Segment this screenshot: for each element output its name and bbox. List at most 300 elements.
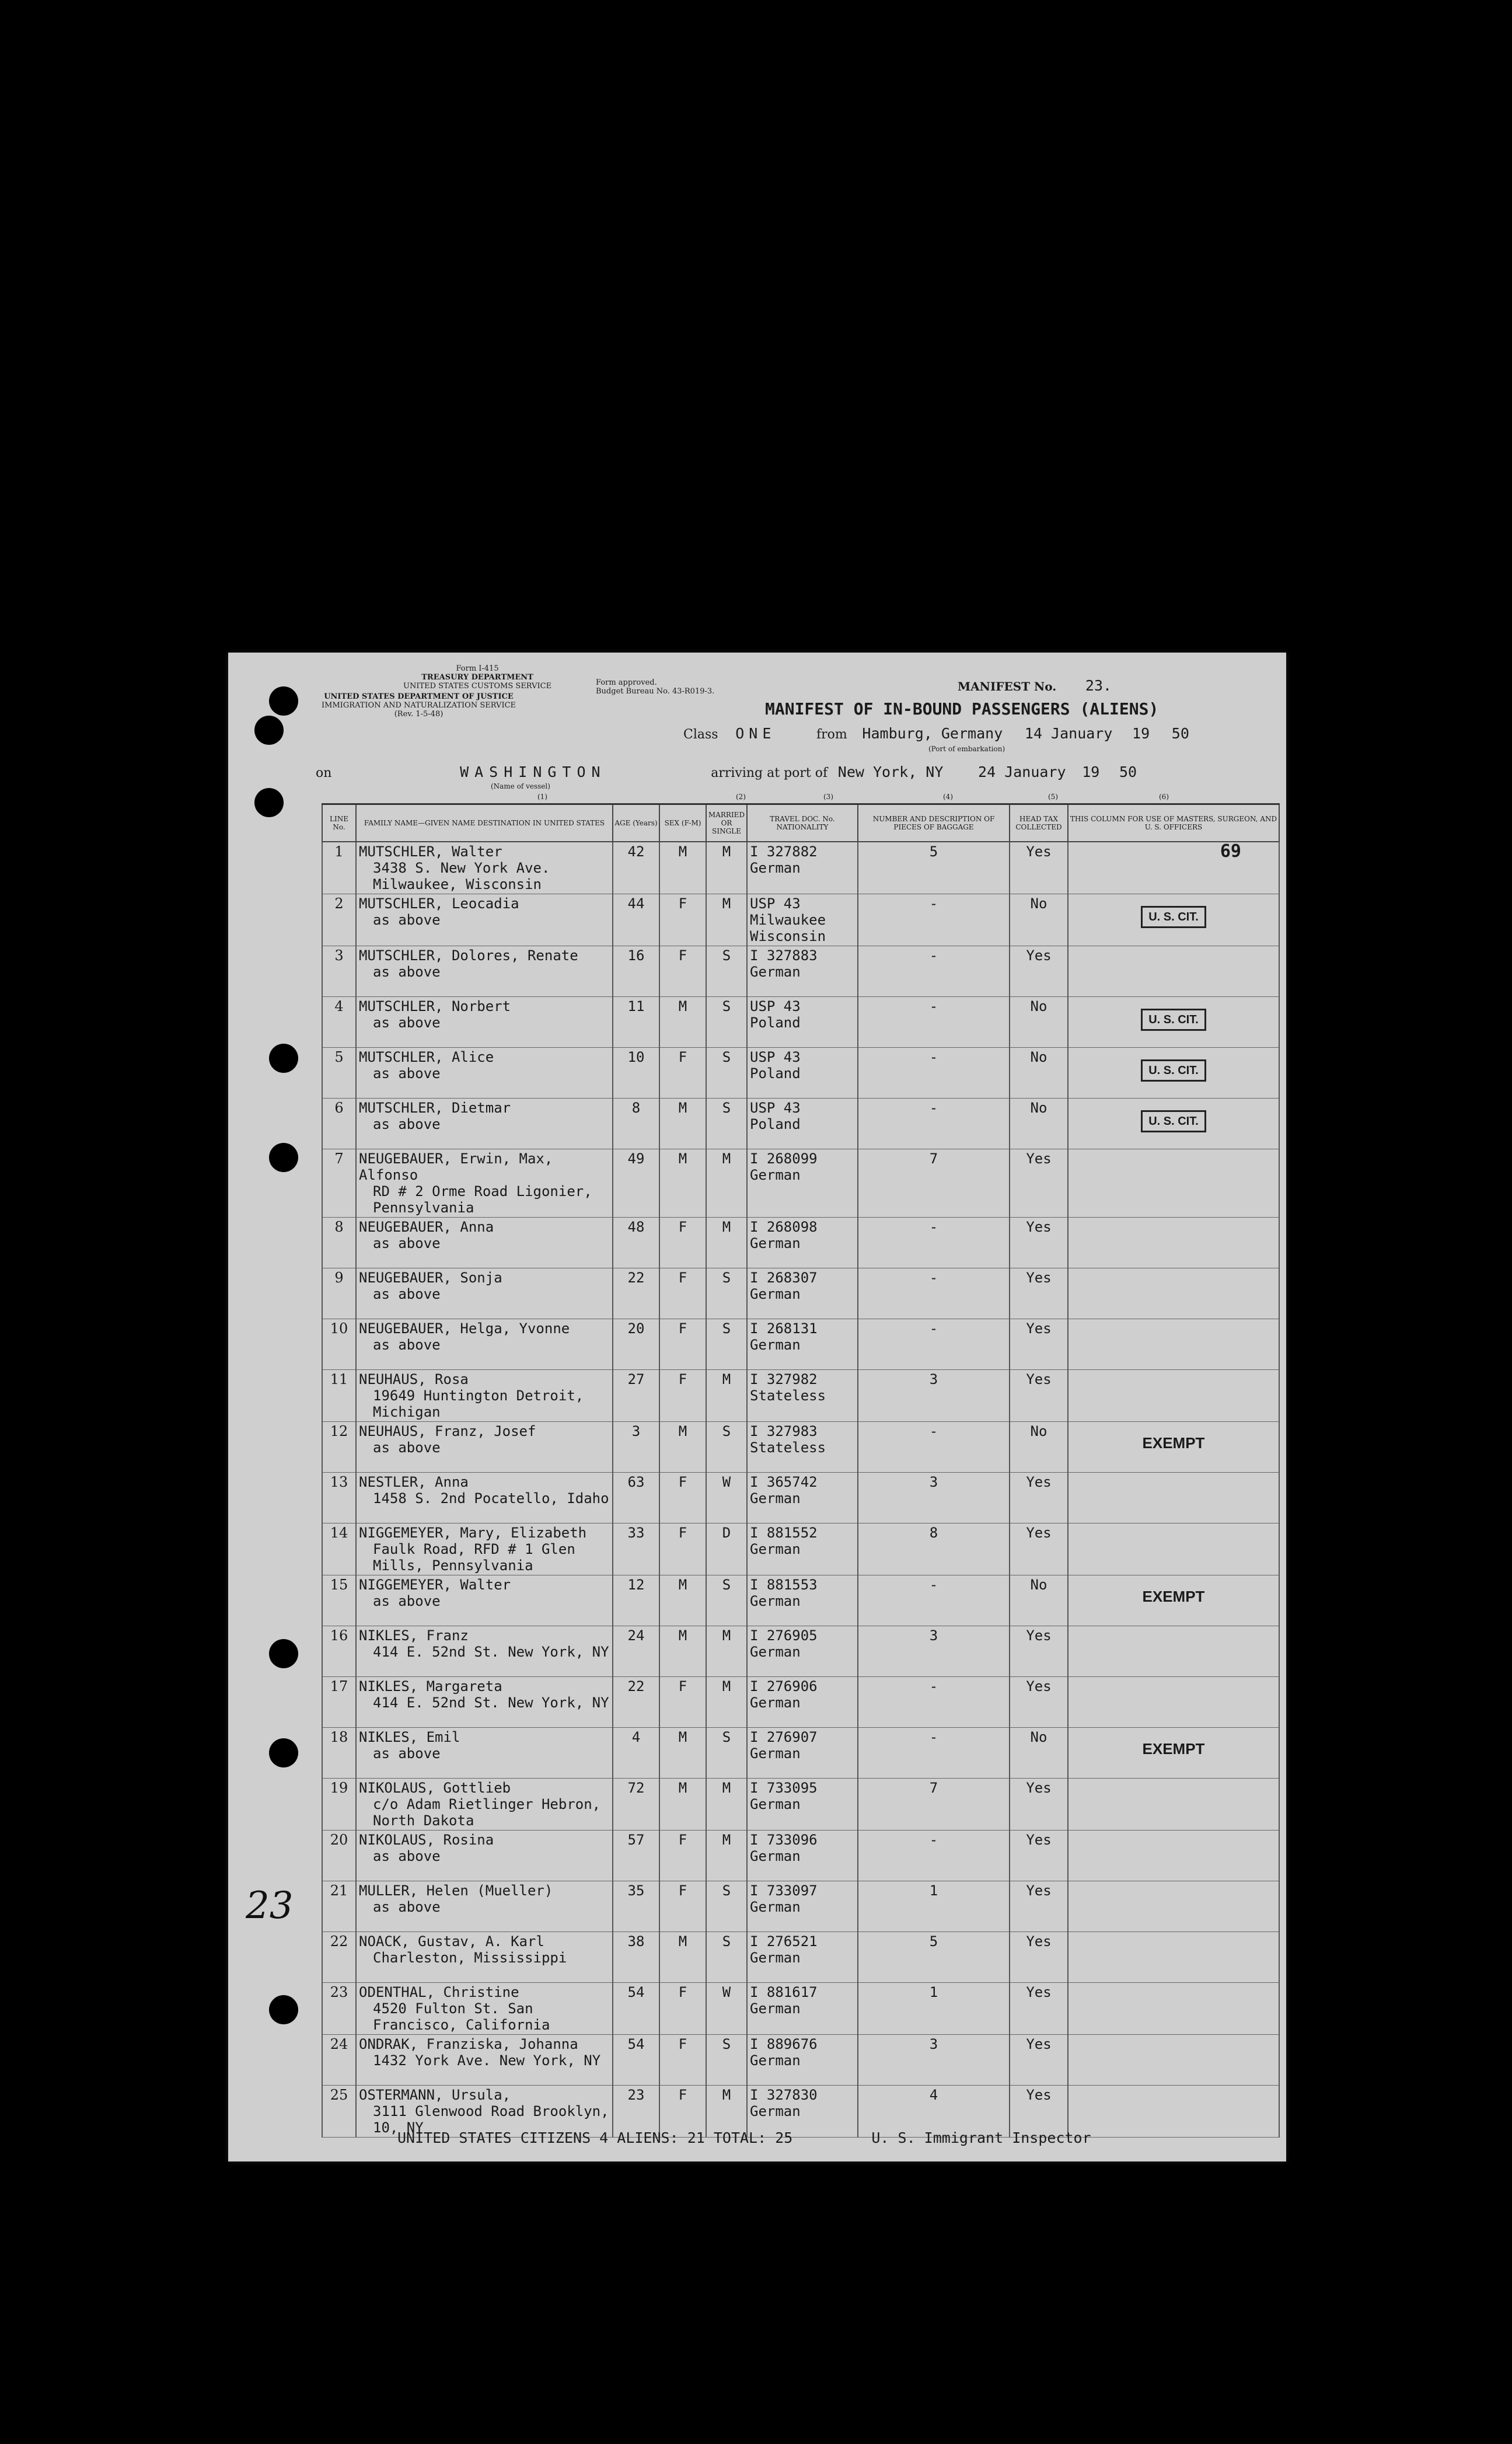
passenger-name: ODENTHAL, Christine bbox=[359, 1984, 519, 2000]
passenger-destination: 414 E. 52nd St. New York, NY bbox=[373, 1695, 609, 1711]
travel-doc-cell bbox=[747, 1677, 858, 1728]
sex-cell: F bbox=[659, 1319, 706, 1370]
age-cell: 63 bbox=[613, 1473, 659, 1523]
baggage-cell: - bbox=[858, 997, 1010, 1048]
travel-doc-cell bbox=[747, 1473, 858, 1523]
travel-doc-cell bbox=[747, 1881, 858, 1932]
officers-cell bbox=[1068, 1149, 1279, 1218]
age-cell: 20 bbox=[613, 1319, 659, 1370]
passenger-destination: 3438 S. New York Ave. Milwaukee, Wisconsin bbox=[373, 860, 550, 892]
name-cell bbox=[356, 1831, 613, 1881]
marital-cell: S bbox=[706, 1268, 747, 1319]
age-cell: 38 bbox=[613, 1932, 659, 1983]
travel-doc-number: I 327982 bbox=[750, 1371, 818, 1387]
officers-cell bbox=[1068, 1626, 1279, 1677]
officers-cell bbox=[1068, 946, 1279, 997]
age-cell: 27 bbox=[613, 1370, 659, 1422]
head-tax-cell: No bbox=[1010, 1728, 1068, 1779]
travel-doc-cell bbox=[747, 1149, 858, 1218]
name-cell bbox=[356, 1626, 613, 1677]
form-number: Form I-415 TREASURY DEPARTMENT UNITED STATES CUSTOMS SERVICE bbox=[403, 664, 552, 691]
officers-cell bbox=[1068, 1932, 1279, 1983]
head-tax-cell: No bbox=[1010, 1422, 1068, 1473]
baggage-cell: - bbox=[858, 1575, 1010, 1626]
head-tax-cell: Yes bbox=[1010, 1677, 1068, 1728]
nationality: German bbox=[750, 1796, 801, 1812]
officers-cell bbox=[1068, 1319, 1279, 1370]
line-number: 10 bbox=[322, 1319, 356, 1370]
name-cell bbox=[356, 2035, 613, 2086]
sex-cell: F bbox=[659, 1831, 706, 1881]
table-row bbox=[322, 1728, 1279, 1779]
head-tax-cell: Yes bbox=[1010, 1319, 1068, 1370]
name-cell bbox=[356, 1218, 613, 1268]
travel-doc-number: USP 43 bbox=[750, 1049, 801, 1065]
passenger-destination: as above bbox=[373, 1014, 441, 1031]
nationality: German bbox=[750, 964, 801, 980]
table-row bbox=[322, 1218, 1279, 1268]
travel-doc-number: I 327882 bbox=[750, 843, 818, 860]
line-number: 13 bbox=[322, 1473, 356, 1523]
age-cell: 54 bbox=[613, 2035, 659, 2086]
travel-doc-number: I 268131 bbox=[750, 1320, 818, 1337]
line-number: 23 bbox=[322, 1983, 356, 2035]
head-tax-cell: No bbox=[1010, 1099, 1068, 1149]
table-row bbox=[322, 1370, 1279, 1422]
line-number: 25 bbox=[322, 2086, 356, 2138]
line-number: 9 bbox=[322, 1268, 356, 1319]
table-row bbox=[322, 1473, 1279, 1523]
travel-doc-number: I 327883 bbox=[750, 947, 818, 964]
baggage-cell: - bbox=[858, 1728, 1010, 1779]
marital-cell: M bbox=[706, 1779, 747, 1831]
marital-cell: M bbox=[706, 842, 747, 894]
sex-cell: M bbox=[659, 997, 706, 1048]
col-line-header: LINE No. bbox=[322, 804, 356, 842]
passenger-name: NEUHAUS, Franz, Josef bbox=[359, 1423, 536, 1439]
officers-cell bbox=[1068, 1728, 1279, 1779]
column-number: (4) bbox=[943, 793, 953, 801]
manifest-number: MANIFEST No. 23. bbox=[958, 677, 1112, 694]
table-row bbox=[322, 1422, 1279, 1473]
baggage-cell: 3 bbox=[858, 1626, 1010, 1677]
sex-cell: M bbox=[659, 1728, 706, 1779]
travel-doc-number: I 365742 bbox=[750, 1474, 818, 1490]
line-number: 20 bbox=[322, 1831, 356, 1881]
baggage-cell: 3 bbox=[858, 1370, 1010, 1422]
col-age-header: AGE (Years) bbox=[613, 804, 659, 842]
age-cell: 42 bbox=[613, 842, 659, 894]
line-number: 8 bbox=[322, 1218, 356, 1268]
nationality: German bbox=[750, 1695, 801, 1711]
age-cell: 48 bbox=[613, 1218, 659, 1268]
name-cell bbox=[356, 894, 613, 946]
vessel-label: (Name of vessel) bbox=[491, 782, 550, 790]
inspector-label: U. S. Immigrant Inspector bbox=[871, 2129, 1091, 2146]
passenger-table bbox=[322, 803, 1280, 2138]
officers-cell bbox=[1068, 1575, 1279, 1626]
officers-cell bbox=[1068, 2035, 1279, 2086]
head-tax-cell: Yes bbox=[1010, 946, 1068, 997]
travel-doc-number: I 327830 bbox=[750, 2087, 818, 2103]
officers-cell bbox=[1068, 1099, 1279, 1149]
passenger-name: NOACK, Gustav, A. Karl bbox=[359, 1933, 544, 1950]
passenger-name: NIKOLAUS, Rosina bbox=[359, 1832, 494, 1848]
col-officers-header: THIS COLUMN FOR USE OF MASTERS, SURGEON, AND U. S. OFFICERS bbox=[1068, 804, 1279, 842]
head-tax-cell: Yes bbox=[1010, 1149, 1068, 1218]
head-tax-cell: No bbox=[1010, 997, 1068, 1048]
name-cell bbox=[356, 1268, 613, 1319]
travel-doc-number: I 276521 bbox=[750, 1933, 818, 1950]
table-row bbox=[322, 1932, 1279, 1983]
punch-hole bbox=[254, 788, 284, 817]
travel-doc-number: USP 43 bbox=[750, 895, 801, 912]
baggage-cell: - bbox=[858, 1677, 1010, 1728]
table-row bbox=[322, 1881, 1279, 1932]
head-tax-cell: No bbox=[1010, 1048, 1068, 1099]
travel-doc-cell bbox=[747, 1319, 858, 1370]
marital-cell: S bbox=[706, 1728, 747, 1779]
nationality: German bbox=[750, 2000, 801, 2017]
officers-cell bbox=[1068, 1983, 1279, 2035]
sex-cell: M bbox=[659, 1099, 706, 1149]
nationality: German bbox=[750, 1286, 801, 1302]
passenger-name: MUTSCHLER, Leocadia bbox=[359, 895, 519, 912]
line-number: 2 bbox=[322, 894, 356, 946]
column-number: (2) bbox=[736, 793, 746, 801]
name-cell bbox=[356, 1473, 613, 1523]
travel-doc-cell bbox=[747, 1048, 858, 1099]
page-title: MANIFEST OF IN-BOUND PASSENGERS (ALIENS) bbox=[765, 699, 1159, 719]
travel-doc-number: I 733096 bbox=[750, 1832, 818, 1848]
nationality: Stateless bbox=[750, 1439, 826, 1456]
passenger-destination: as above bbox=[373, 1439, 441, 1456]
travel-doc-cell bbox=[747, 1932, 858, 1983]
marital-cell: M bbox=[706, 1831, 747, 1881]
nationality: German bbox=[750, 1950, 801, 1966]
nationality: German bbox=[750, 860, 801, 876]
baggage-cell: - bbox=[858, 1048, 1010, 1099]
age-cell: 72 bbox=[613, 1779, 659, 1831]
travel-doc-number: USP 43 bbox=[750, 998, 801, 1014]
passenger-name: NEUGEBAUER, Erwin, Max, Alfonso bbox=[359, 1150, 553, 1183]
passenger-destination: as above bbox=[373, 1116, 441, 1132]
name-cell bbox=[356, 1523, 613, 1575]
baggage-cell: 5 bbox=[858, 1932, 1010, 1983]
travel-doc-number: I 733095 bbox=[750, 1780, 818, 1796]
passenger-name: MUTSCHLER, Norbert bbox=[359, 998, 511, 1014]
age-cell: 16 bbox=[613, 946, 659, 997]
passenger-destination: Faulk Road, RFD # 1 Glen Mills, Pennsylvania bbox=[373, 1541, 575, 1574]
officer-note: 69 bbox=[1220, 842, 1241, 862]
travel-doc-cell bbox=[747, 1831, 858, 1881]
head-tax-cell: Yes bbox=[1010, 1779, 1068, 1831]
baggage-cell: 3 bbox=[858, 1473, 1010, 1523]
col-travel-header: TRAVEL DOC. No. NATIONALITY bbox=[747, 804, 858, 842]
baggage-cell: 4 bbox=[858, 2086, 1010, 2138]
line-number: 6 bbox=[322, 1099, 356, 1149]
passenger-destination: as above bbox=[373, 1286, 441, 1302]
nationality: German bbox=[750, 1337, 801, 1353]
passenger-name: NEUGEBAUER, Anna bbox=[359, 1219, 494, 1235]
passenger-destination: c/o Adam Rietlinger Hebron, North Dakota bbox=[373, 1796, 601, 1829]
exempt-stamp: EXEMPT bbox=[1142, 1588, 1205, 1605]
marital-cell: M bbox=[706, 1218, 747, 1268]
nationality: Milwaukee Wisconsin bbox=[750, 912, 826, 944]
travel-doc-cell bbox=[747, 1523, 858, 1575]
baggage-cell: 7 bbox=[858, 1149, 1010, 1218]
officers-cell bbox=[1068, 842, 1279, 894]
class-line: Class ONE from Hamburg, Germany 14 January 19 50 bbox=[683, 725, 1189, 742]
name-cell bbox=[356, 1099, 613, 1149]
line-number: 4 bbox=[322, 997, 356, 1048]
baggage-cell: - bbox=[858, 1831, 1010, 1881]
officers-cell bbox=[1068, 1677, 1279, 1728]
table-row bbox=[322, 2035, 1279, 2086]
us-citizen-stamp: U. S. CIT. bbox=[1141, 1009, 1206, 1031]
head-tax-cell: Yes bbox=[1010, 1523, 1068, 1575]
travel-doc-cell bbox=[747, 1626, 858, 1677]
head-tax-cell: Yes bbox=[1010, 2035, 1068, 2086]
nationality: Poland bbox=[750, 1014, 801, 1031]
passenger-name: NIKLES, Emil bbox=[359, 1729, 460, 1745]
passenger-destination: as above bbox=[373, 1848, 441, 1864]
line-number: 18 bbox=[322, 1728, 356, 1779]
age-cell: 11 bbox=[613, 997, 659, 1048]
officers-cell bbox=[1068, 1218, 1279, 1268]
form-approval: Form approved. Budget Bureau No. 43-R019-3. bbox=[596, 678, 715, 696]
department-header: UNITED STATES DEPARTMENT OF JUSTICE IMMIGRATION AND NATURALIZATION SERVICE (Rev. 1-5-48) bbox=[322, 692, 516, 719]
name-cell bbox=[356, 1048, 613, 1099]
head-tax-cell: Yes bbox=[1010, 842, 1068, 894]
sex-cell: F bbox=[659, 1370, 706, 1422]
name-cell bbox=[356, 1575, 613, 1626]
nationality: German bbox=[750, 1848, 801, 1864]
travel-doc-number: I 276906 bbox=[750, 1678, 818, 1695]
age-cell: 10 bbox=[613, 1048, 659, 1099]
name-cell bbox=[356, 1881, 613, 1932]
manifest-page bbox=[228, 653, 1286, 2161]
head-tax-cell: Yes bbox=[1010, 1932, 1068, 1983]
head-tax-cell: Yes bbox=[1010, 1626, 1068, 1677]
head-tax-cell: Yes bbox=[1010, 1370, 1068, 1422]
sex-cell: F bbox=[659, 2086, 706, 2138]
nationality: German bbox=[750, 1593, 801, 1609]
column-number: (3) bbox=[823, 793, 833, 801]
travel-doc-cell bbox=[747, 1099, 858, 1149]
head-tax-cell: No bbox=[1010, 894, 1068, 946]
sex-cell: F bbox=[659, 1881, 706, 1932]
table-row bbox=[322, 1575, 1279, 1626]
table-row bbox=[322, 1626, 1279, 1677]
col-name-header: FAMILY NAME—GIVEN NAME DESTINATION IN UNITED STATES bbox=[356, 804, 613, 842]
sex-cell: F bbox=[659, 1523, 706, 1575]
manifest-footer bbox=[397, 2129, 1091, 2146]
baggage-cell: - bbox=[858, 1319, 1010, 1370]
sex-cell: F bbox=[659, 1268, 706, 1319]
table-row bbox=[322, 1779, 1279, 1831]
sex-cell: F bbox=[659, 2035, 706, 2086]
exempt-stamp: EXEMPT bbox=[1142, 1434, 1205, 1452]
travel-doc-cell bbox=[747, 1218, 858, 1268]
line-number: 11 bbox=[322, 1370, 356, 1422]
age-cell: 54 bbox=[613, 1983, 659, 2035]
passenger-destination: as above bbox=[373, 912, 441, 928]
marital-cell: W bbox=[706, 1473, 747, 1523]
punch-hole bbox=[254, 716, 284, 745]
travel-doc-number: I 889676 bbox=[750, 2036, 818, 2052]
travel-doc-number: I 881617 bbox=[750, 1984, 818, 2000]
baggage-cell: 5 bbox=[858, 842, 1010, 894]
passenger-destination: as above bbox=[373, 1593, 441, 1609]
travel-doc-number: I 268098 bbox=[750, 1219, 818, 1235]
passenger-destination: 4520 Fulton St. San Francisco, California bbox=[373, 2000, 550, 2033]
name-cell bbox=[356, 1779, 613, 1831]
age-cell: 8 bbox=[613, 1099, 659, 1149]
column-number: (1) bbox=[537, 793, 547, 801]
baggage-cell: 3 bbox=[858, 2035, 1010, 2086]
marital-cell: W bbox=[706, 1983, 747, 2035]
marital-cell: S bbox=[706, 1881, 747, 1932]
travel-doc-number: USP 43 bbox=[750, 1100, 801, 1116]
passenger-destination: RD # 2 Orme Road Ligonier, Pennsylvania bbox=[373, 1183, 592, 1216]
sex-cell: M bbox=[659, 1575, 706, 1626]
head-tax-cell: Yes bbox=[1010, 1268, 1068, 1319]
travel-doc-cell bbox=[747, 1422, 858, 1473]
travel-doc-number: I 881553 bbox=[750, 1577, 818, 1593]
punch-hole bbox=[269, 1738, 298, 1767]
passenger-destination: as above bbox=[373, 1235, 441, 1251]
travel-doc-cell bbox=[747, 2035, 858, 2086]
marital-cell: S bbox=[706, 1932, 747, 1983]
nationality: German bbox=[750, 1541, 801, 1557]
travel-doc-cell bbox=[747, 842, 858, 894]
table-row bbox=[322, 1319, 1279, 1370]
marital-cell: S bbox=[706, 1422, 747, 1473]
table-row bbox=[322, 1099, 1279, 1149]
officers-cell bbox=[1068, 1473, 1279, 1523]
travel-doc-number: I 881552 bbox=[750, 1525, 818, 1541]
travel-doc-number: I 276907 bbox=[750, 1729, 818, 1745]
marital-cell: M bbox=[706, 2086, 747, 2138]
passenger-destination: 414 E. 52nd St. New York, NY bbox=[373, 1644, 609, 1660]
line-number: 21 bbox=[322, 1881, 356, 1932]
punch-hole bbox=[269, 686, 298, 716]
passenger-name: NEUHAUS, Rosa bbox=[359, 1371, 469, 1387]
line-number: 17 bbox=[322, 1677, 356, 1728]
passenger-name: ONDRAK, Franziska, Johanna bbox=[359, 2036, 578, 2052]
nationality: German bbox=[750, 1899, 801, 1915]
marital-cell: S bbox=[706, 997, 747, 1048]
exempt-stamp: EXEMPT bbox=[1142, 1740, 1205, 1758]
baggage-cell: - bbox=[858, 1099, 1010, 1149]
officers-cell bbox=[1068, 1370, 1279, 1422]
name-cell bbox=[356, 1422, 613, 1473]
punch-hole bbox=[269, 1143, 298, 1172]
sex-cell: F bbox=[659, 946, 706, 997]
travel-doc-number: I 327983 bbox=[750, 1423, 818, 1439]
baggage-cell: 1 bbox=[858, 1881, 1010, 1932]
sex-cell: F bbox=[659, 1677, 706, 1728]
us-citizen-stamp: U. S. CIT. bbox=[1141, 906, 1206, 928]
nationality: Poland bbox=[750, 1116, 801, 1132]
passenger-name: NESTLER, Anna bbox=[359, 1474, 469, 1490]
age-cell: 35 bbox=[613, 1881, 659, 1932]
passenger-name: NIKLES, Margareta bbox=[359, 1678, 502, 1695]
passenger-name: NEUGEBAUER, Helga, Yvonne bbox=[359, 1320, 570, 1337]
passenger-name: MUTSCHLER, Dolores, Renate bbox=[359, 947, 578, 964]
baggage-cell: - bbox=[858, 946, 1010, 997]
age-cell: 44 bbox=[613, 894, 659, 946]
name-cell bbox=[356, 946, 613, 997]
travel-doc-number: I 733097 bbox=[750, 1882, 818, 1899]
marital-cell: S bbox=[706, 1099, 747, 1149]
passenger-destination: 1432 York Ave. New York, NY bbox=[373, 2052, 601, 2069]
col-sex-header: SEX (F-M) bbox=[659, 804, 706, 842]
baggage-cell: 1 bbox=[858, 1983, 1010, 2035]
col-tax-header: HEAD TAX COLLECTED bbox=[1010, 804, 1068, 842]
travel-doc-number: I 276905 bbox=[750, 1627, 818, 1644]
line-number: 15 bbox=[322, 1575, 356, 1626]
sex-cell: F bbox=[659, 1218, 706, 1268]
head-tax-cell: Yes bbox=[1010, 1983, 1068, 2035]
nationality: German bbox=[750, 2052, 801, 2069]
age-cell: 4 bbox=[613, 1728, 659, 1779]
table-row bbox=[322, 1048, 1279, 1099]
line-number: 5 bbox=[322, 1048, 356, 1099]
sex-cell: F bbox=[659, 1983, 706, 2035]
passenger-destination: as above bbox=[373, 1337, 441, 1353]
travel-doc-cell bbox=[747, 1728, 858, 1779]
passenger-destination: 1458 S. 2nd Pocatello, Idaho bbox=[373, 1490, 609, 1507]
us-citizen-stamp: U. S. CIT. bbox=[1141, 1110, 1206, 1132]
nationality: German bbox=[750, 2103, 801, 2119]
marital-cell: S bbox=[706, 946, 747, 997]
officers-cell bbox=[1068, 1523, 1279, 1575]
age-cell: 24 bbox=[613, 1626, 659, 1677]
table-row bbox=[322, 894, 1279, 946]
punch-hole bbox=[269, 1639, 298, 1668]
us-citizen-stamp: U. S. CIT. bbox=[1141, 1059, 1206, 1082]
officers-cell bbox=[1068, 1048, 1279, 1099]
line-number: 24 bbox=[322, 2035, 356, 2086]
sex-cell: M bbox=[659, 1149, 706, 1218]
age-cell: 3 bbox=[613, 1422, 659, 1473]
name-cell bbox=[356, 1983, 613, 2035]
passenger-name: NIGGEMEYER, Walter bbox=[359, 1577, 511, 1593]
passenger-name: MUTSCHLER, Dietmar bbox=[359, 1100, 511, 1116]
passenger-name: NIGGEMEYER, Mary, Elizabeth bbox=[359, 1525, 587, 1541]
head-tax-cell: No bbox=[1010, 1575, 1068, 1626]
table-header-row bbox=[322, 804, 1279, 842]
passenger-destination: Charleston, Mississippi bbox=[373, 1950, 567, 1966]
baggage-cell: - bbox=[858, 894, 1010, 946]
passenger-destination: as above bbox=[373, 964, 441, 980]
line-number: 3 bbox=[322, 946, 356, 997]
name-cell bbox=[356, 997, 613, 1048]
baggage-cell: 7 bbox=[858, 1779, 1010, 1831]
travel-doc-cell bbox=[747, 1268, 858, 1319]
age-cell: 23 bbox=[613, 2086, 659, 2138]
column-number: (5) bbox=[1048, 793, 1058, 801]
officers-cell bbox=[1068, 894, 1279, 946]
baggage-cell: - bbox=[858, 1268, 1010, 1319]
name-cell bbox=[356, 1728, 613, 1779]
nationality: German bbox=[750, 1235, 801, 1251]
line-number: 16 bbox=[322, 1626, 356, 1677]
table-row bbox=[322, 1149, 1279, 1218]
head-tax-cell: Yes bbox=[1010, 2086, 1068, 2138]
